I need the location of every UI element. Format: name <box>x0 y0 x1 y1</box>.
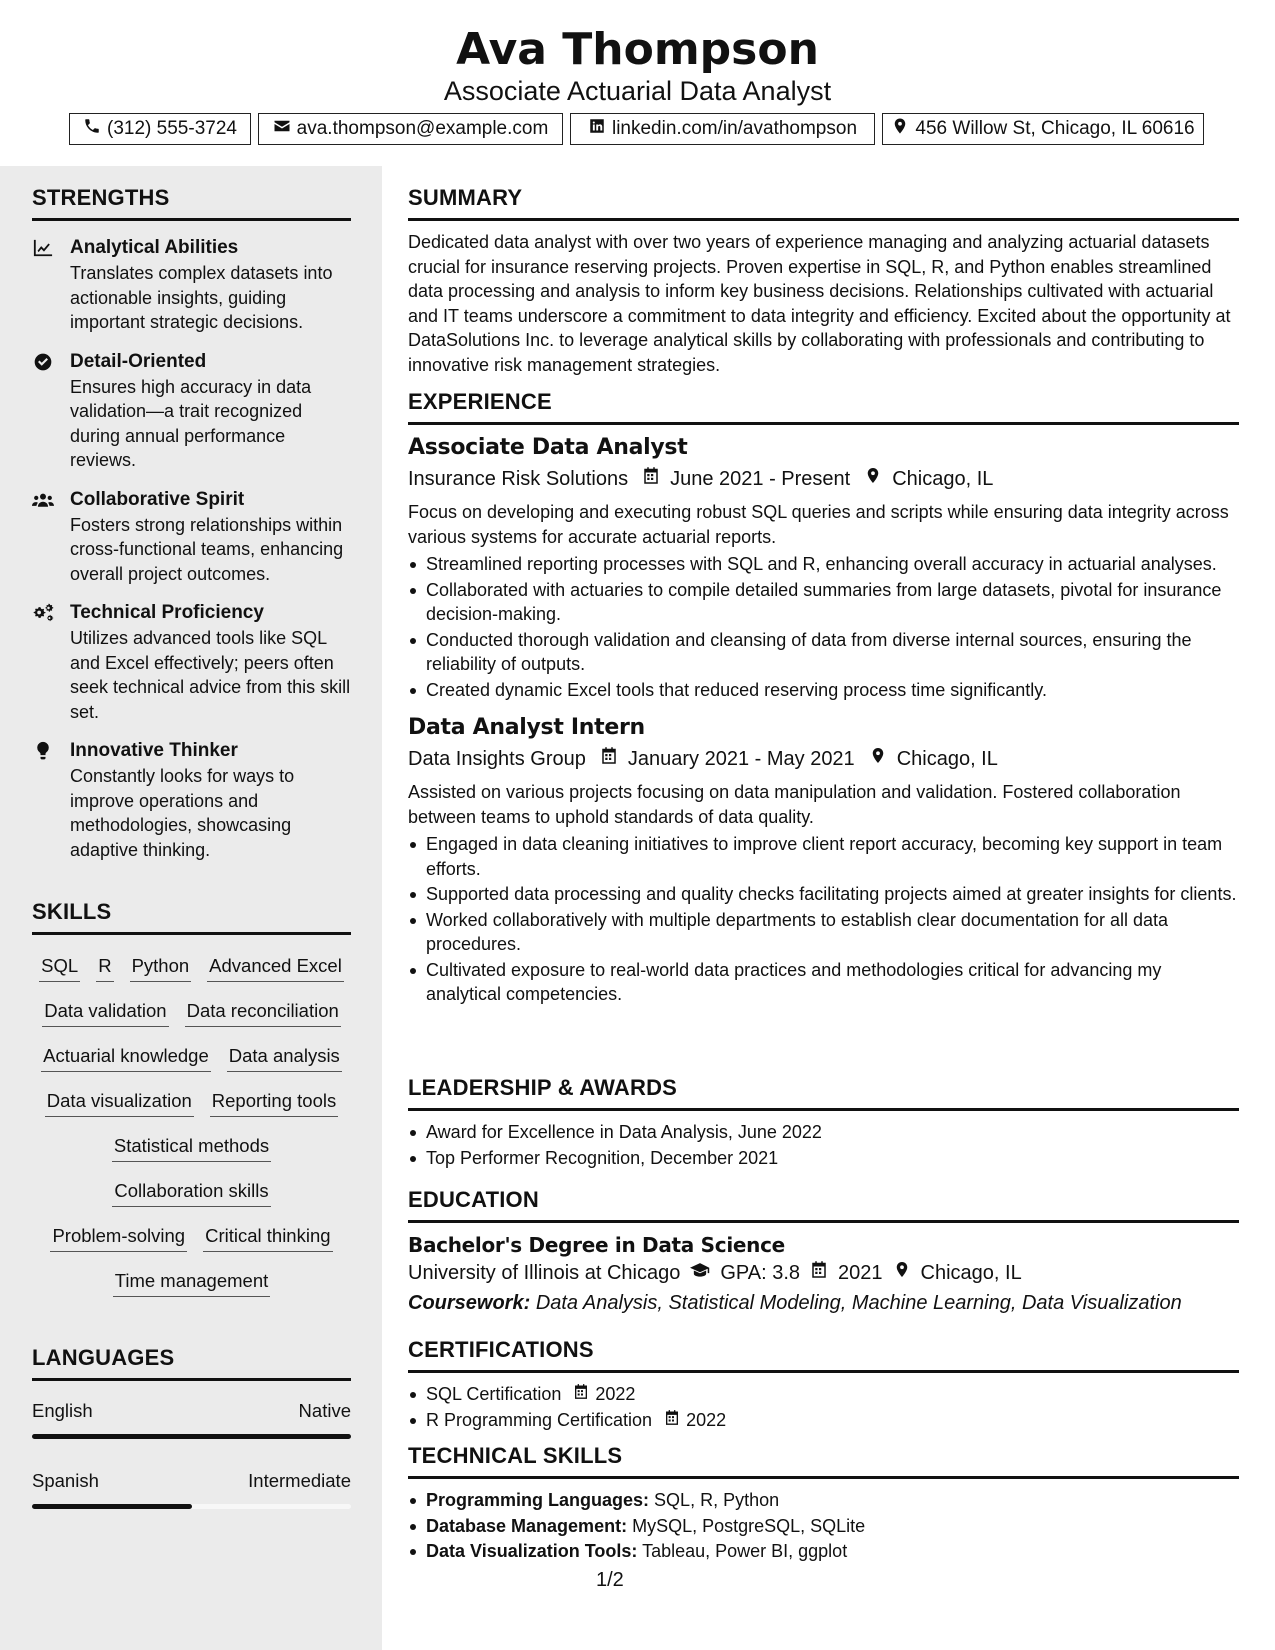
phone-icon <box>83 117 101 141</box>
skill-tag: Data validation <box>42 999 168 1027</box>
job-bullet: Engaged in data cleaning initiatives to improve client report accuracy, becoming key support in team efforts. <box>408 832 1239 881</box>
job-bullet: Cultivated exposure to real-world data practices and methodologies critical for advancing my analytical competencies. <box>408 958 1239 1007</box>
calendar-icon <box>810 1259 828 1287</box>
certification-name: SQL Certification <box>426 1384 562 1404</box>
skill-tag: Collaboration skills <box>112 1179 270 1207</box>
language-name: Spanish <box>32 1470 99 1491</box>
skill-tag: SQL <box>39 954 80 982</box>
education-section <box>408 1186 1239 1317</box>
certification-name: R Programming Certification <box>426 1409 653 1430</box>
job-bullets <box>408 832 1239 1007</box>
skill-tag: Time management <box>113 1269 271 1297</box>
technical-skill-value: SQL, R, Python <box>654 1490 780 1510</box>
technical-skills-title: TECHNICAL SKILLS <box>408 1442 1239 1479</box>
job-bullet: Worked collaboratively with multiple departments to establish clear documentation for all data procedures. <box>408 908 1239 957</box>
language-bar-fill <box>32 1434 351 1439</box>
language-level: Native <box>298 1400 351 1421</box>
strengths-section <box>32 184 351 862</box>
strength-item <box>32 487 351 587</box>
strength-desc: Fosters strong relationships within cross-functional teams, enhancing overall project outcomes. <box>70 514 344 584</box>
certification-item <box>408 1382 1239 1407</box>
job-description: Assisted on various projects focusing on data manipulation and validation. Fostered collaboration between teams to uphold standards of data quality. <box>408 782 1181 827</box>
summary-text: Dedicated data analyst with over two years of experience managing and analyzing actuarial datasets crucial for insurance reserving projects. Proven expertise in SQL, R, and Python enables streamlined data processing and analysis to inform key business decisions. Relationships cultivated with actuarial and IT teams underscore a commitment to data integrity and efficiency. Excited about the opportunity at DataSolutions Inc. to leverage analytical skills by collaborating with professionals and contributing to innovative risk management strategies. <box>408 232 1231 375</box>
skills-section <box>32 898 351 1305</box>
calendar-icon <box>642 465 660 493</box>
job-location: Chicago, IL <box>896 748 998 770</box>
languages-section <box>32 1344 351 1509</box>
technical-skill-label: Data Visualization Tools: <box>426 1541 638 1561</box>
company-name: Insurance Risk Solutions <box>408 468 629 490</box>
contact-email[interactable] <box>258 113 563 145</box>
skills-list <box>32 945 351 1305</box>
certification-item <box>408 1408 1239 1433</box>
job-bullet: Supported data processing and quality checks facilitating projects aimed at greater insights for clients. <box>408 882 1239 907</box>
skills-row <box>32 1125 351 1170</box>
map-marker-icon <box>893 1259 911 1287</box>
strength-title: Collaborative Spirit <box>70 488 245 510</box>
technical-skill-value: Tableau, Power BI, ggplot <box>642 1541 848 1561</box>
skill-tag: Statistical methods <box>112 1134 271 1162</box>
coursework-text: Data Analysis, Statistical Modeling, Machine Learning, Data Visualization <box>535 1292 1182 1314</box>
graduation-year: 2021 <box>838 1262 883 1284</box>
skills-row <box>32 1215 351 1260</box>
degree-title: Bachelor's Degree in Data Science <box>408 1233 785 1257</box>
coursework <box>408 1289 1239 1317</box>
awards-section <box>408 1074 1239 1170</box>
certifications-section <box>408 1336 1239 1432</box>
contact-phone[interactable] <box>69 113 251 145</box>
skills-row <box>32 1035 351 1080</box>
language-level: Intermediate <box>248 1470 351 1491</box>
summary-section <box>408 184 1239 377</box>
job-bullet: Streamlined reporting processes with SQL and R, enhancing overall accuracy in actuarial analyses. <box>408 552 1239 577</box>
technical-skill-value: MySQL, PostgreSQL, SQLite <box>632 1515 866 1536</box>
address-text: 456 Willow St, Chicago, IL 60616 <box>915 118 1195 139</box>
strength-desc: Constantly looks for ways to improve operations and methodologies, showcasing adaptive thinking. <box>70 766 295 860</box>
skill-tag: R <box>96 954 113 982</box>
awards-list <box>408 1120 1239 1170</box>
calendar-icon <box>600 745 618 773</box>
lightbulb-icon <box>32 741 54 761</box>
gpa-text: GPA: 3.8 <box>720 1262 801 1284</box>
strength-desc: Ensures high accuracy in data validation—a trait recognized during annual performance reviews. <box>70 376 312 470</box>
strength-desc: Utilizes advanced tools like SQL and Excel effectively; peers often seek technical advice from this skill set. <box>70 628 351 722</box>
strength-desc: Translates complex datasets into actionable insights, guiding important strategic decisions. <box>70 263 333 332</box>
map-marker-icon <box>864 465 882 493</box>
strength-title: Analytical Abilities <box>70 237 239 258</box>
certification-year: 2022 <box>686 1409 727 1430</box>
job-dates: January 2021 - May 2021 <box>627 748 855 770</box>
linkedin-icon <box>588 117 606 141</box>
phone-text: (312) 555-3724 <box>107 118 237 139</box>
contact-address[interactable] <box>882 113 1204 145</box>
skill-tag: Data visualization <box>45 1089 194 1117</box>
job-dates: June 2021 - Present <box>670 468 851 490</box>
technical-skill-label: Database Management: <box>426 1515 628 1536</box>
job-entry <box>408 434 1239 702</box>
job-title: Associate Data Analyst <box>408 435 688 460</box>
technical-skills-section <box>408 1442 1239 1564</box>
skill-tag: Actuarial knowledge <box>41 1044 211 1072</box>
summary-title: SUMMARY <box>408 184 1239 221</box>
skills-row <box>32 1260 351 1305</box>
linkedin-text: linkedin.com/in/avathompson <box>611 118 858 139</box>
technical-skill-label: Programming Languages: <box>426 1490 650 1510</box>
company-name: Data Insights Group <box>408 748 586 770</box>
language-item <box>32 1399 351 1439</box>
school-location: Chicago, IL <box>920 1262 1022 1284</box>
certifications-list <box>408 1382 1239 1432</box>
strength-title: Innovative Thinker <box>70 740 238 761</box>
skill-tag: Critical thinking <box>203 1224 332 1252</box>
strength-title: Detail-Oriented <box>70 350 207 372</box>
strength-item <box>32 600 351 724</box>
map-marker-icon <box>869 745 887 773</box>
skill-tag: Problem-solving <box>50 1224 187 1252</box>
job-bullet: Collaborated with actuaries to compile detailed summaries from large datasets, pivotal for insurance decision-making. <box>408 578 1239 627</box>
gears-icon <box>32 603 54 623</box>
language-bar-fill <box>32 1504 192 1509</box>
language-item <box>32 1469 351 1509</box>
resume-header <box>0 0 1275 166</box>
experience-title: EXPERIENCE <box>408 388 1239 425</box>
skill-tag: Advanced Excel <box>207 954 344 982</box>
awards-title: LEADERSHIP & AWARDS <box>408 1074 1239 1111</box>
strength-item <box>32 235 351 335</box>
contact-linkedin[interactable] <box>570 113 875 145</box>
candidate-role: Associate Actuarial Data Analyst <box>443 76 832 106</box>
job-entry <box>408 714 1239 1007</box>
education-meta <box>408 1259 1239 1287</box>
check-circle-icon <box>32 352 54 372</box>
experience-section <box>408 388 1239 1007</box>
certifications-title: CERTIFICATIONS <box>408 1336 1239 1373</box>
technical-skill-item <box>408 1539 1239 1564</box>
school-name: University of Illinois at Chicago <box>408 1262 681 1284</box>
candidate-name: Ava Thompson <box>456 24 819 75</box>
chart-line-icon <box>32 238 54 258</box>
coursework-label: Coursework: <box>408 1292 531 1314</box>
job-bullet: Created dynamic Excel tools that reduced reserving process time significantly. <box>408 678 1239 703</box>
language-bar <box>32 1434 351 1439</box>
graduation-cap-icon <box>690 1259 710 1287</box>
language-bar <box>32 1504 351 1509</box>
language-name: English <box>32 1400 93 1421</box>
job-title: Data Analyst Intern <box>408 715 645 740</box>
languages-title: LANGUAGES <box>32 1344 351 1381</box>
map-marker-icon <box>891 117 909 141</box>
job-meta <box>408 745 1239 773</box>
job-description: Focus on developing and executing robust SQL queries and scripts while ensuring data integrity across various systems for accurate actuarial reports. <box>408 502 1229 547</box>
skill-tag: Data analysis <box>227 1044 342 1072</box>
skills-row <box>32 1080 351 1125</box>
skill-tag: Python <box>130 954 192 982</box>
skills-row <box>32 945 351 990</box>
strength-item <box>32 349 351 473</box>
strength-title: Technical Proficiency <box>70 602 264 623</box>
page-number: 1/2 <box>596 1569 624 1591</box>
skills-row <box>32 990 351 1035</box>
job-location: Chicago, IL <box>892 468 994 490</box>
strengths-title: STRENGTHS <box>32 184 351 221</box>
technical-skill-item <box>408 1514 1239 1539</box>
job-meta <box>408 465 1239 493</box>
email-text: ava.thompson@example.com <box>296 118 549 139</box>
calendar-icon <box>567 1382 589 1407</box>
skill-tag: Reporting tools <box>210 1089 338 1117</box>
certification-year: 2022 <box>595 1384 636 1404</box>
job-bullets <box>408 552 1239 702</box>
users-icon <box>32 490 54 510</box>
skills-title: SKILLS <box>32 898 351 935</box>
job-bullet: Conducted thorough validation and cleansing of data from diverse internal sources, ensuring the reliability of outputs. <box>408 628 1239 677</box>
award-item: Top Performer Recognition, December 2021 <box>408 1146 1239 1171</box>
skill-tag: Data reconciliation <box>185 999 341 1027</box>
calendar-icon <box>658 1408 680 1433</box>
education-title: EDUCATION <box>408 1186 1239 1223</box>
skills-row <box>32 1170 351 1215</box>
technical-skill-item <box>408 1488 1239 1513</box>
award-item: Award for Excellence in Data Analysis, June 2022 <box>408 1120 1239 1145</box>
contact-bar <box>0 113 1275 145</box>
envelope-icon <box>273 117 291 141</box>
technical-skills-list <box>408 1488 1239 1564</box>
sidebar <box>0 166 382 1650</box>
strength-item <box>32 738 351 862</box>
